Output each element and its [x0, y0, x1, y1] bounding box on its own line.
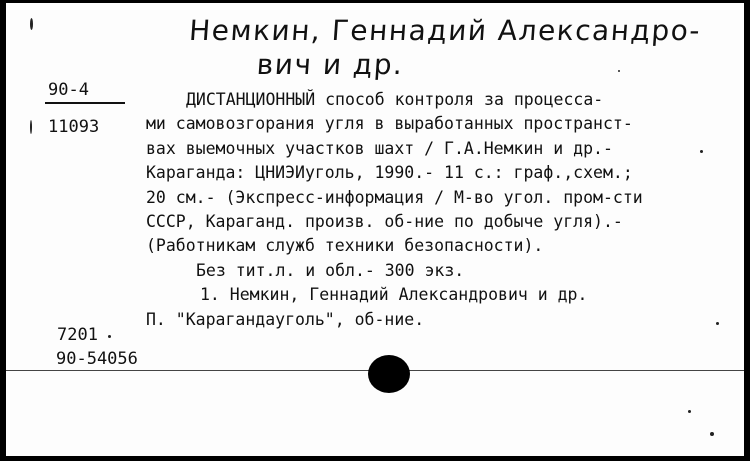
note-line: Без тит.л. и обл.- 300 экз.	[196, 260, 465, 280]
card-bottom-edge	[0, 456, 750, 461]
card-left-edge	[0, 0, 6, 461]
accession-number-2: 90-54056	[56, 349, 138, 369]
handwritten-author-line-2: вич и др.	[255, 48, 405, 81]
scan-speck	[108, 335, 111, 338]
shelf-number: 11093	[48, 117, 100, 137]
description-line: ми самовозгорания угля в выработанных пространст-	[146, 114, 633, 134]
scan-speck	[700, 150, 703, 153]
description-line: вах выемочных участков шахт / Г.А.Немкин и др.-	[146, 138, 613, 158]
shelf-divider	[45, 102, 125, 104]
scan-speck	[716, 322, 719, 325]
accession-number-1: 7201	[57, 325, 98, 345]
card-top-edge	[0, 0, 750, 3]
bibliographic-description	[146, 88, 748, 332]
description-line: ДИСТАНЦИОННЫЙ способ контроля за процесса-	[186, 90, 604, 109]
scan-speck	[30, 18, 33, 30]
punch-hole	[368, 355, 410, 393]
tracing-line-1: 1. Немкин, Геннадий Александрович и др.	[200, 285, 588, 305]
scan-speck	[688, 410, 691, 413]
scan-speck	[710, 432, 714, 436]
description-line: 20 см.- (Экспресс-информация / М-во угол. пром-сти	[146, 187, 643, 207]
tracing-line-2: П. "Карагандауголь", об-ние.	[146, 309, 425, 329]
handwritten-author-line-1: Немкин, Геннадий Александро-	[188, 14, 703, 47]
handwritten-author-heading	[186, 14, 703, 82]
scan-speck	[30, 120, 32, 134]
shelf-code: 90-4	[48, 80, 89, 100]
description-line: Караганда: ЦНИЭИуголь, 1990.- 11 с.: граф.,схем.;	[146, 163, 633, 183]
description-line: (Работникам служб техники безопасности).	[146, 236, 544, 256]
description-line: СССР, Караганд. произв. об-ние по добыче угля).-	[146, 212, 623, 232]
scan-speck	[618, 70, 620, 72]
